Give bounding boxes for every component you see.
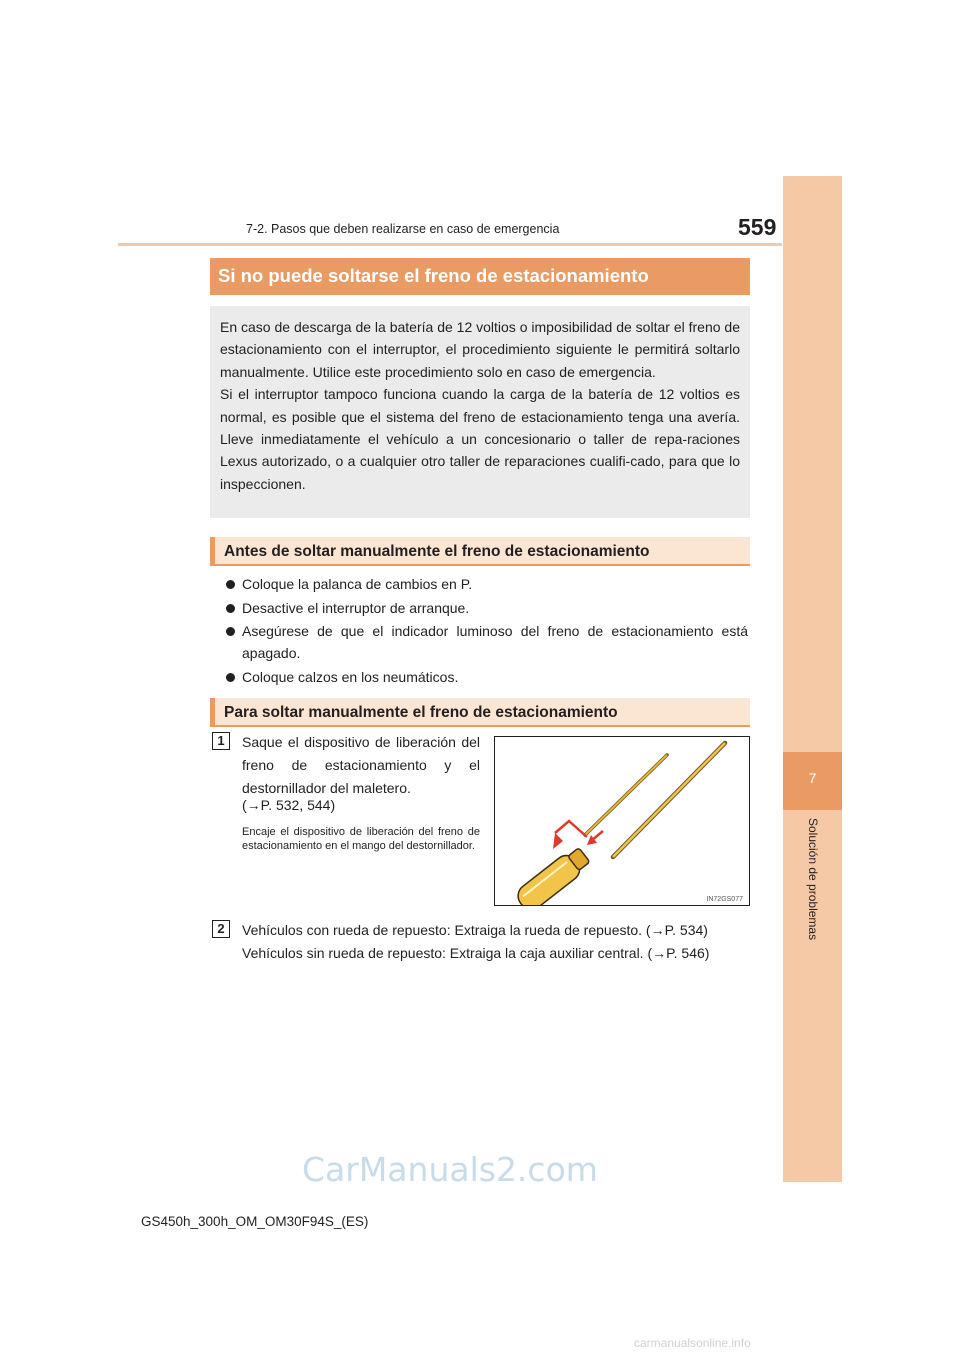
watermark-secondary: carmanualsonline.info xyxy=(634,1336,751,1350)
bullet-text: Coloque calzos en los neumáticos. xyxy=(242,669,459,685)
section-header: 7-2. Pasos que deben realizarse en caso de emergencia xyxy=(246,222,560,236)
intro-box xyxy=(210,306,750,518)
bullet-dot-icon xyxy=(226,580,235,589)
footer-code: GS450h_300h_OM_OM30F94S_(ES) xyxy=(141,1214,369,1229)
chapter-side-tab xyxy=(783,176,842,1182)
chapter-label xyxy=(807,818,819,968)
step1-text: Saque el dispositivo de liberación del freno de estacionamiento y el destornillador del maletero. xyxy=(242,734,480,796)
step2-line-2: Vehículos sin rueda de repuesto: Extraiga la caja auxiliar central. (→P. 546) xyxy=(242,945,710,961)
intro-paragraph-2: Si el interruptor tampoco funciona cuando la carga de la batería de 12 voltios es normal, es posible que el sistema del freno de estacionamiento tenga una avería. Lleve inmediatamente el vehículo a un concesionario o taller de repa-raciones Lexus autorizado, o a cualquier otro taller de reparaciones cualifi-cado, para que lo inspeccionen. xyxy=(220,386,740,492)
watermark: CarManuals2.com xyxy=(302,1150,598,1189)
step-number-1: 1 xyxy=(212,732,230,750)
bullet-text: Asegúrese de que el indicador luminoso del freno de estacionamiento está apagado. xyxy=(242,623,748,661)
bullet-dot-icon xyxy=(226,604,235,613)
step2-text xyxy=(242,919,752,965)
step1-note: Encaje el dispositivo de liberación del freno de estacionamiento en el mango del destornillador. xyxy=(242,826,480,852)
intro-paragraph-1: En caso de descarga de la batería de 12 voltios o imposibilidad de soltar el freno de estacionamiento con el interruptor, el procedimiento siguiente le permitirá soltarlo manualmente. Utilice este procedimiento solo en caso de emergencia. xyxy=(220,319,740,380)
bullet-text: Coloque la palanca de cambios en P. xyxy=(242,576,473,592)
bullet-dot-icon xyxy=(226,673,235,682)
step-number-2: 2 xyxy=(212,920,230,938)
subheading-release: Para soltar manualmente el freno de estacionamiento xyxy=(210,698,750,727)
chapter-number: 7 xyxy=(808,770,817,786)
bullet-dot-icon xyxy=(226,627,235,636)
screwdriver-illustration-icon xyxy=(495,737,749,905)
figure-code: IN72GS077 xyxy=(706,896,743,903)
subheading-before: Antes de soltar manualmente el freno de estacionamiento xyxy=(210,537,750,566)
bullet-item xyxy=(226,620,748,664)
bullet-item xyxy=(226,573,748,595)
main-title: Si no puede soltarse el freno de estacionamiento xyxy=(210,258,750,295)
page-number: 559 xyxy=(738,214,777,240)
step1-reference: (→P. 532, 544) xyxy=(242,797,336,813)
bullet-text: Desactive el interruptor de arranque. xyxy=(242,600,470,616)
step2-line-1: Vehículos con rueda de repuesto: Extraiga la rueda de repuesto. (→P. 534) xyxy=(242,922,708,938)
header-rule xyxy=(118,243,782,246)
chapter-label-text: Solución de problemas xyxy=(806,818,820,941)
bullet-item xyxy=(226,666,748,688)
screwdriver-figure xyxy=(494,736,750,906)
bullet-item xyxy=(226,597,748,619)
